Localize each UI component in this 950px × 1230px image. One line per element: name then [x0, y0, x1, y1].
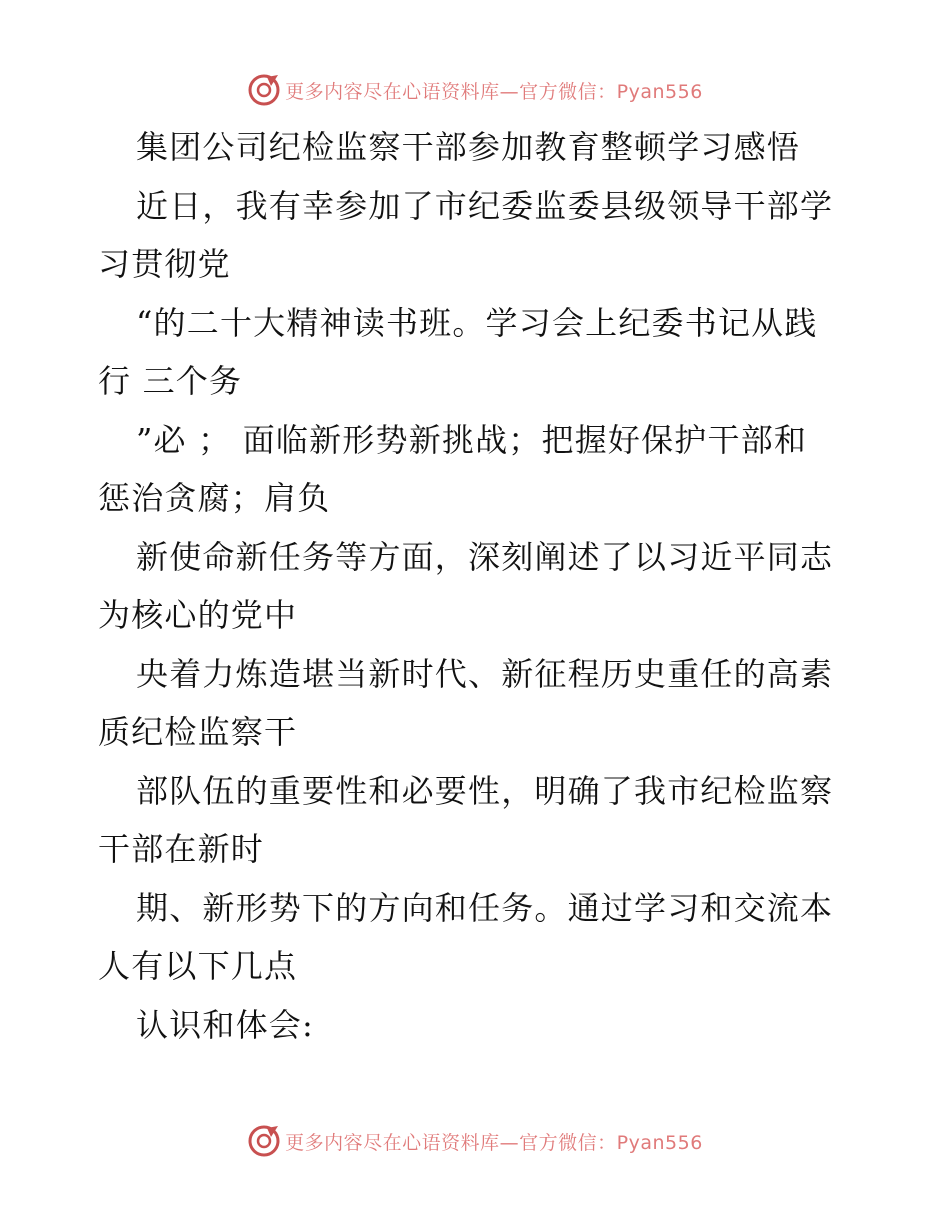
text-line: 惩治贪腐；肩负 — [98, 479, 331, 517]
document-title: 集团公司纪检监察干部参加教育整顿学习感悟 — [136, 128, 801, 166]
text-line: 央着力炼造堪当新时代、新征程历史重任的高素 — [136, 654, 834, 693]
watermark-text: 更多内容尽在心语资料库—官方微信：Pyan556 — [285, 80, 703, 103]
text-line: 新使命新任务等方面，深刻阐述了以习近平同志 — [136, 537, 834, 576]
text-line: 干部在新时 — [98, 830, 265, 868]
text-line: “的二十大精神读书班。学习会上纪委书记从践 — [136, 303, 818, 342]
text-line: 部队伍的重要性和必要性，明确了我市纪检监察 — [136, 771, 834, 810]
pen-logo-icon — [247, 73, 281, 107]
text-line: 人有以下几点 — [98, 947, 298, 985]
footer-watermark — [0, 1124, 950, 1158]
text-line: 质纪检监察干 — [98, 713, 298, 751]
header-watermark — [0, 73, 950, 107]
pen-logo-icon — [247, 1124, 281, 1158]
document-body — [98, 118, 858, 1054]
watermark-text: 更多内容尽在心语资料库—官方微信：Pyan556 — [285, 1131, 703, 1154]
text-line: 期、新形势下的方向和任务。通过学习和交流本 — [136, 888, 834, 927]
text-line: 认识和体会: — [136, 1005, 314, 1044]
text-line: 近日，我有幸参加了市纪委监委县级领导干部学 — [136, 186, 834, 225]
text-line: 为核心的党中 — [98, 596, 298, 634]
text-line: 行 三个务 — [98, 362, 243, 400]
text-line: 习贯彻党 — [98, 245, 231, 283]
text-line: ”必 ； 面临新形势新挑战；把握好保护干部和 — [136, 420, 808, 459]
